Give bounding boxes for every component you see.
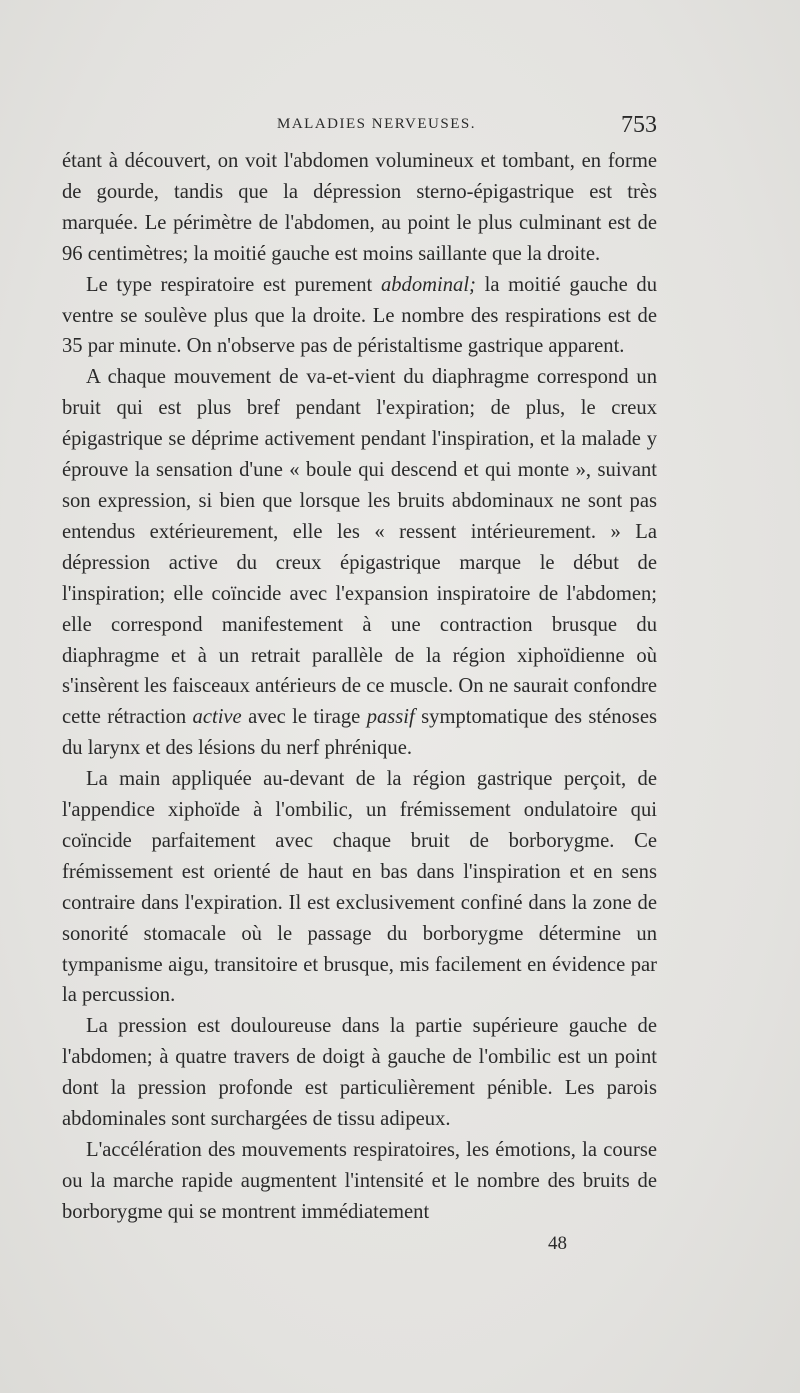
running-title: MALADIES NERVEUSES. [277, 116, 476, 132]
paragraph: La pression est douloureuse dans la partie supérieure gauche de l'abdomen; à quatre travers de doigt à gauche de l'ombilic est un point dont la pression profonde est particulièrement pénible. Les parois abdominales sont surchargées de tissu adipeux. [62, 1015, 657, 1131]
paragraph: étant à découvert, on voit l'abdomen volumineux et tombant, en forme de gourde, tandis que la dépression sterno-épigastrique est très marquée. Le périmètre de l'abdomen, au point le plus culminant est de 96 centimètres; la moitié gauche est moins saillante que la droite. [62, 150, 657, 265]
italic-term: active [192, 706, 242, 729]
printer-signature: 48 [548, 1233, 567, 1254]
page-header [62, 112, 657, 142]
paragraph: La main appliquée au-devant de la région gastrique perçoit, de l'appendice xiphoïde à l'ombilic, un frémissement ondulatoire qui coïncide parfaitement avec chaque bruit de borborygme. Ce frémissement est orienté de haut en bas dans l'inspiration et en sens contraire dans l'expiration. Il est exclusivement confiné dans la zone de sonorité stomacale où le passage du borborygme détermine un tympanisme aigu, transitoire et brusque, mis facilement en évidence par la percussion. [62, 768, 657, 1007]
paragraph: Le type respiratoire est purement abdominal; la moitié gauche du ventre se soulève plus que la droite. Le nombre des respirations est de 35 par minute. On n'observe pas de péristaltisme gastrique apparent. [62, 273, 657, 358]
paragraph: A chaque mouvement de va-et-vient du diaphragme correspond un bruit qui est plus bref pendant l'expiration; de plus, le creux épigastrique se déprime activement pendant l'inspiration, et la malade y éprouve la sensation d'une « boule qui descend et qui monte », suivant son expression, si bien que lorsque les bruits abdominaux ne sont pas entendus extérieurement, elle les « ressent intérieurement. » La dépression active du creux épigastrique marque le début de l'inspiration; elle coïncide avec l'expansion inspiratoire de l'abdomen; elle correspond manifestement à une contraction brusque du diaphragme et à un retrait parallèle de la région xiphoïdienne où s'insèrent les faisceaux antérieurs de ce muscle. On ne saurait confondre cette rétraction active avec le tirage passif symptomatique des sténoses du larynx et des lésions du nerf phrénique. [62, 366, 657, 760]
italic-term: passif [366, 706, 415, 729]
paragraph: L'accélération des mouvements respiratoires, les émotions, la course ou la marche rapide augmentent l'intensité et le nombre des bruits de borborygme qui se montrent immédiatement [62, 1139, 657, 1223]
body-text [62, 146, 657, 1228]
italic-term: abdominal; [380, 273, 476, 296]
page-number: 753 [621, 112, 657, 138]
